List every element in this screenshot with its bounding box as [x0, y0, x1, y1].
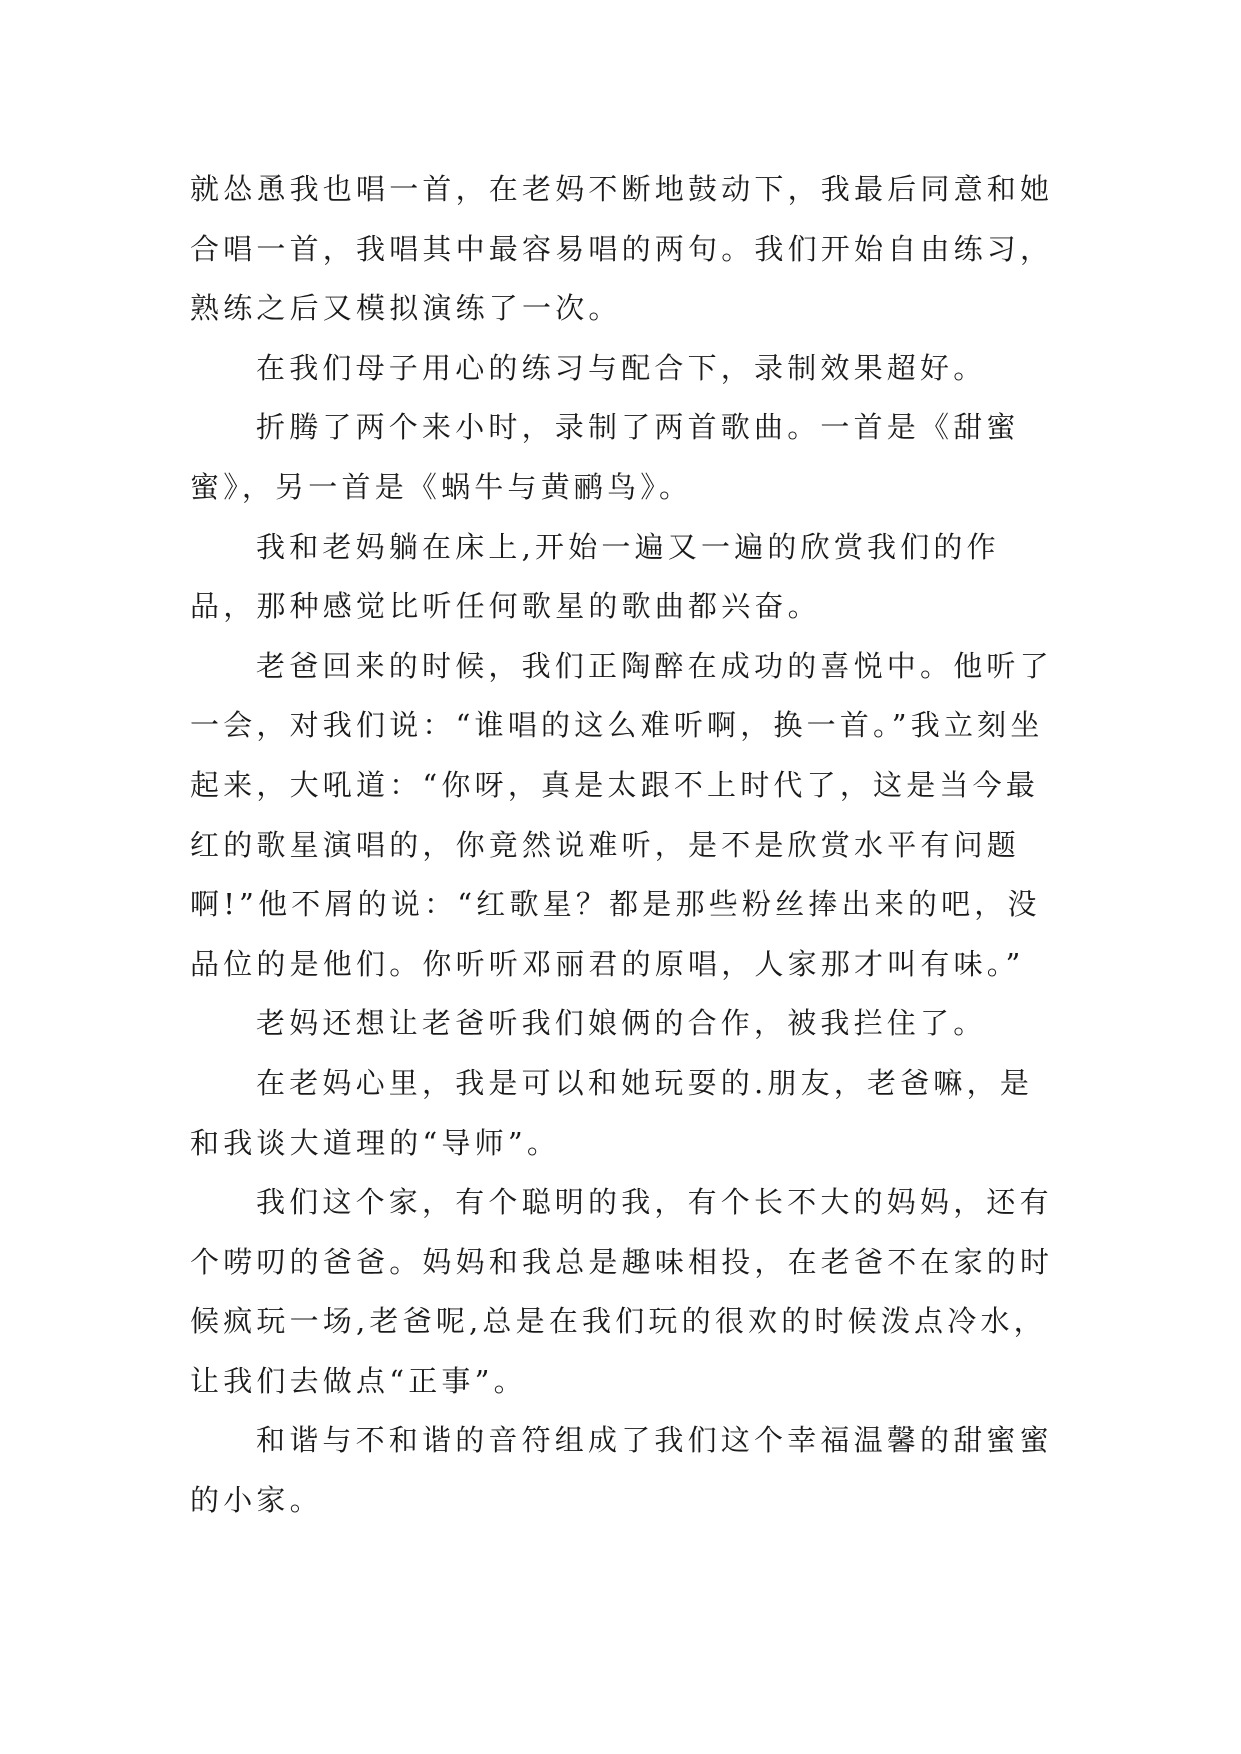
paragraph-9: 和谐与不和谐的音符组成了我们这个幸福温馨的甜蜜蜜的小家。: [190, 1423, 1053, 1518]
paragraph-3: 折腾了两个来小时，录制了两首歌曲。一首是《甜蜜蜜》，另一首是《蜗牛与黄鹂鸟》。: [190, 410, 1020, 504]
paragraph-1: 就怂恿我也唱一首，在老妈不断地鼓动下，我最后同意和她合唱一首，我唱其中最容易唱的两句。我们开始自由练习，熟练之后又模拟演练了一次。: [190, 172, 1054, 326]
paragraph-2: 在我们母子用心的练习与配合下，录制效果超好。: [256, 350, 987, 385]
paragraph-7: 在老妈心里，我是可以和她玩耍的.朋友，老爸嘛，是和我谈大道理的“导师”。: [190, 1065, 1034, 1160]
paragraph-8: 我们这个家，有个聪明的我，有个长不大的妈妈，还有个唠叨的爸爸。妈妈和我总是趣味相投，在老爸不在家的时候疯玩一场,老爸呢,总是在我们玩的很欢的时候泼点冷水，让我们去做点“正事”。: [190, 1185, 1054, 1398]
document-body: [190, 160, 1060, 1531]
paragraph-6: 老妈还想让老爸听我们娘俩的合作，被我拦住了。: [256, 1006, 987, 1041]
paragraph-4: 我和老妈躺在床上,开始一遍又一遍的欣赏我们的作品，那种感觉比听任何歌星的歌曲都兴奋。: [190, 529, 1000, 624]
paragraph-5: 老爸回来的时候，我们正陶醉在成功的喜悦中。他听了一会，对我们说：“谁唱的这么难听啊，换一首。”我立刻坐起来，大吼道：“你呀，真是太跟不上时代了，这是当今最红的歌星演唱的，你竟然说难听，是不是欣赏水平有问题啊!”他不屑的说：“红歌星？都是那些粉丝捧出来的吧，没品位的是他们。你听听邓丽君的原唱，人家那才叫有味。”: [190, 648, 1053, 981]
